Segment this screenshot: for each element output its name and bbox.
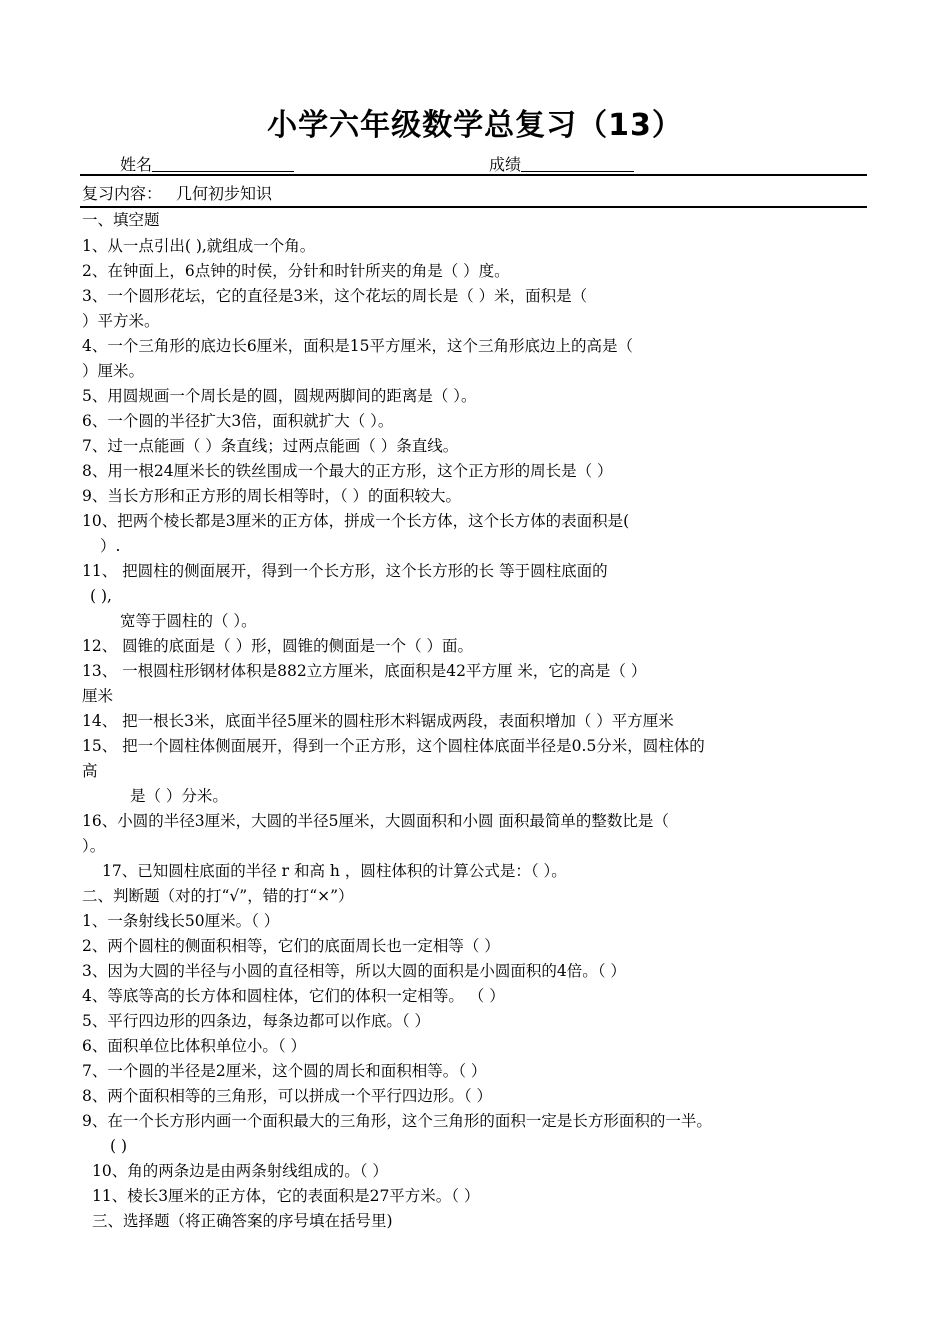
fill-item: 6、一个圆的半径扩大3倍，面积就扩大（ ）。 [82, 412, 394, 430]
judge-item: 6、面积单位比体积单位小。（ ） [82, 1037, 307, 1055]
name-label: 姓名 [120, 155, 153, 174]
fill-item-continued: ( ), [90, 587, 112, 605]
fill-item: 14、 把一根长3米，底面半径5厘米的圆柱形木料锯成两段，表面积增加（ ）平方厘米 [82, 712, 674, 730]
fill-item-continued: ）厘米。 [82, 362, 145, 380]
judge-item: 2、两个圆柱的侧面积相等，它们的底面周长也一定相等（ ） [82, 937, 500, 955]
fill-item: 1、从一点引出( ),就组成一个角。 [82, 237, 316, 255]
fill-item: 13、 一根圆柱形钢材体积是882立方厘米，底面积是42平方厘 米，它的高是（ ） [82, 662, 647, 680]
fill-item-continued: ）。 [82, 837, 106, 855]
fill-item-continued: ）平方米。 [82, 312, 160, 330]
section-fill-title: 一、填空题 [82, 211, 160, 229]
judge-item: 9、在一个长方形内画一个面积最大的三角形，这个三角形的面积一定是长方形面积的一半。 [82, 1112, 712, 1130]
review-label: 复习内容： [82, 184, 163, 203]
fill-item: 12、 圆锥的底面是（ ）形，圆锥的侧面是一个（ ）面。 [82, 637, 474, 655]
judge-item: 5、平行四边形的四条边，每条边都可以作底。（ ） [82, 1012, 431, 1030]
name-field [120, 152, 294, 175]
fill-item-continued: 宽等于圆柱的（ ）。 [120, 612, 257, 630]
fill-item: 10、把两个棱长都是3厘米的正方体，拼成一个长方体，这个长方体的表面积是( [82, 512, 630, 530]
judge-item: 8、两个面积相等的三角形，可以拼成一个平行四边形。（ ） [82, 1087, 493, 1105]
page-title: 小学六年级数学总复习（13） [267, 108, 683, 143]
fill-item-continued: 高 [82, 762, 98, 780]
judge-item: 3、因为大圆的半径与小圆的直径相等，所以大圆的面积是小圆面积的4倍。（ ） [82, 962, 626, 980]
fill-item: 15、 把一个圆柱体侧面展开，得到一个正方形，这个圆柱体底面半径是0.5分米，圆柱体的 [82, 737, 705, 755]
fill-item: 7、过一点能画（ ）条直线；过两点能画（ ）条直线。 [82, 437, 459, 455]
fill-item: 9、当长方形和正方形的周长相等时，（ ）的面积较大。 [82, 487, 462, 505]
fill-item: 16、小圆的半径3厘米，大圆的半径5厘米，大圆面积和小圆 面积最简单的整数比是（ [82, 812, 669, 830]
section-choice-title: 三、选择题（将正确答案的序号填在括号里) [92, 1212, 393, 1230]
fill-item-continued: ）. [100, 537, 121, 555]
score-label: 成绩 [489, 155, 522, 174]
judge-item: 1、一条射线长50厘米。（ ） [82, 912, 280, 930]
fill-item: 5、用圆规画一个周长是的圆，圆规两脚间的距离是（ ）。 [82, 387, 477, 405]
fill-item-continued: 是（ ）分米。 [130, 787, 228, 805]
header-bottom-rule [80, 206, 867, 208]
fill-item: 4、一个三角形的底边长6厘米，面积是15平方厘米，这个三角形底边上的高是（ [82, 337, 633, 355]
fill-item-continued: 厘米 [82, 687, 114, 705]
header-top-rule [80, 174, 867, 176]
judge-item: 7、一个圆的半径是2厘米，这个圆的周长和面积相等。（ ） [82, 1062, 487, 1080]
fill-item: 8、用一根24厘米长的铁丝围成一个最大的正方形，这个正方形的周长是（ ） [82, 462, 613, 480]
name-blank-line[interactable] [152, 155, 294, 172]
judge-item: 11、棱长3厘米的正方体，它的表面积是27平方米。（ ） [92, 1187, 480, 1205]
section-judge-title: 二、判断题（对的打“√”，错的打“×”） [82, 887, 354, 905]
review-topic: 几何初步知识 [176, 184, 273, 203]
review-content [82, 181, 272, 204]
judge-item: 10、角的两条边是由两条射线组成的。（ ） [92, 1162, 388, 1180]
fill-item: 2、在钟面上，6点钟的时侯，分针和时针所夹的角是（ ）度。 [82, 262, 510, 280]
fill-item: 3、一个圆形花坛，它的直径是3米，这个花坛的周长是（ ）米，面积是（ [82, 287, 588, 305]
judge-item: 4、等底等高的长方体和圆柱体，它们的体积一定相等。 （ ） [82, 987, 505, 1005]
score-blank-line[interactable] [521, 155, 634, 172]
fill-item: 11、 把圆柱的侧面展开，得到一个长方形，这个长方形的长 等于圆柱底面的 [82, 562, 608, 580]
fill-item: 17、已知圆柱底面的半径 r 和高 h ，圆柱体积的计算公式是：（ ）。 [102, 862, 567, 880]
score-field [489, 152, 634, 175]
judge-item-continued: ( ) [110, 1137, 128, 1155]
